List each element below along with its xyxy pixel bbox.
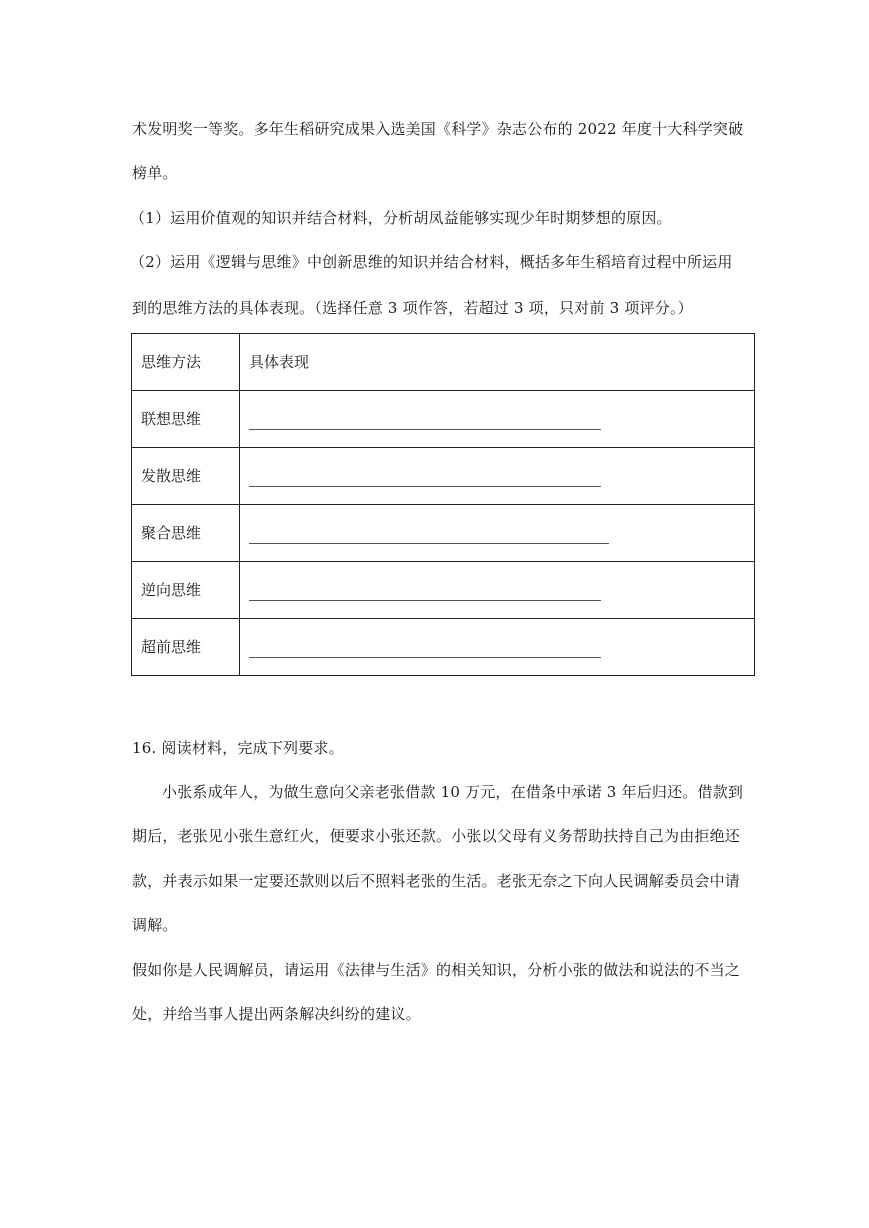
- question-2-line-1: （2）运用《逻辑与思维》中创新思维的知识并结合材料，概括多年生稻培育过程中所运用: [130, 253, 733, 271]
- intro-text-line-2: 榜单。: [132, 164, 178, 182]
- question-2-line-2: 到的思维方法的具体表现。（选择任意 3 项作答，若超过 3 项，只对前 3 项评分。）: [132, 299, 693, 317]
- intro-text-line-1: 术发明奖一等奖。多年生稻研究成果入选美国《科学》杂志公布的 2022 年度十大科学突破: [132, 120, 744, 138]
- method-cell: 超前思维: [132, 619, 240, 676]
- material-paragraph-line-4: 调解。: [132, 916, 178, 934]
- table-row: [132, 505, 755, 562]
- question-1: （1）运用价值观的知识并结合材料，分析胡凤益能够实现少年时期梦想的原因。: [130, 209, 672, 227]
- table-row: [132, 448, 755, 505]
- header-performance: 具体表现: [240, 334, 755, 391]
- thinking-methods-table: [131, 333, 755, 676]
- method-cell: 聚合思维: [132, 505, 240, 562]
- answer-cell: [240, 619, 755, 676]
- material-paragraph-line-2: 期后，老张见小张生意红火，便要求小张还款。小张以父母有义务帮助扶持自己为由拒绝还: [132, 827, 741, 845]
- answer-blank-line[interactable]: [249, 529, 609, 544]
- answer-blank-line[interactable]: [249, 643, 601, 658]
- answer-blank-line[interactable]: [249, 586, 601, 601]
- answer-cell: [240, 505, 755, 562]
- method-cell: 联想思维: [132, 391, 240, 448]
- table-row: [132, 391, 755, 448]
- answer-blank-line[interactable]: [249, 472, 601, 487]
- answer-cell: [240, 562, 755, 619]
- header-method: 思维方法: [132, 334, 240, 391]
- task-line-1: 假如你是人民调解员，请运用《法律与生活》的相关知识，分析小张的做法和说法的不当之: [132, 961, 741, 979]
- question-16-title: 16. 阅读材料，完成下列要求。: [132, 739, 344, 757]
- answer-cell: [240, 391, 755, 448]
- table-row: [132, 619, 755, 676]
- table-header-row: [132, 334, 755, 391]
- material-paragraph-line-1: 小张系成年人，为做生意向父亲老张借款 10 万元，在借条中承诺 3 年后归还。借款到: [162, 783, 744, 801]
- method-cell: 逆向思维: [132, 562, 240, 619]
- table-row: [132, 562, 755, 619]
- answer-cell: [240, 448, 755, 505]
- material-paragraph-line-3: 款，并表示如果一定要还款则以后不照料老张的生活。老张无奈之下向人民调解委员会中请: [132, 872, 741, 890]
- task-line-2: 处，并给当事人提出两条解决纠纷的建议。: [132, 1005, 421, 1023]
- method-cell: 发散思维: [132, 448, 240, 505]
- answer-blank-line[interactable]: [249, 415, 601, 430]
